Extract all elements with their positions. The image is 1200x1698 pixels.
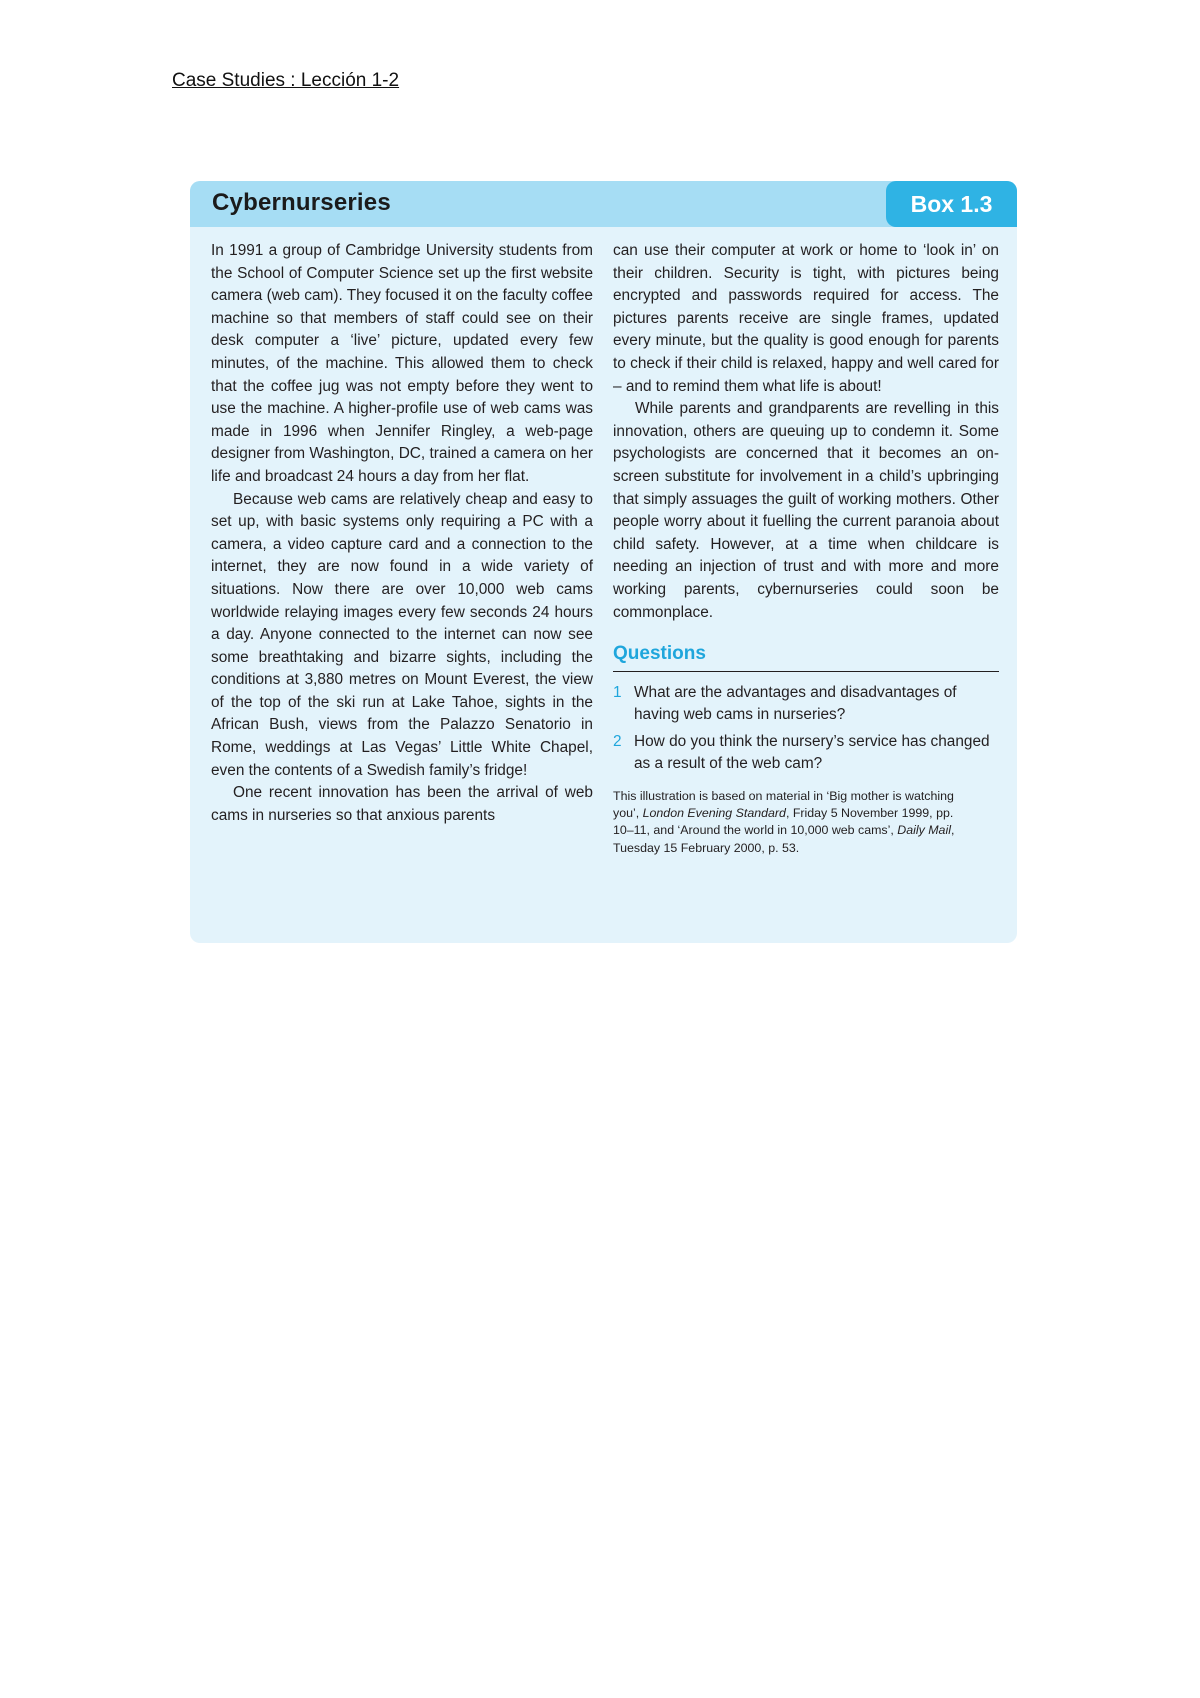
paragraph: One recent innovation has been the arrival of web cams in nurseries so that anxious parents: [211, 784, 593, 824]
source-publication: Daily Mail: [897, 823, 951, 838]
source-note-text: , Friday 5 November 1999, pp. 10–11, and ‘Around the world in 10,000 web cams’,: [613, 806, 954, 838]
page-header: Case Studies : Lección 1-2: [172, 70, 400, 91]
question-text: How do you think the nursery’s service has changed as a result of the web cam?: [634, 732, 990, 773]
source-note-text: , Tuesday 15 February 2000, p. 53.: [613, 823, 955, 855]
paragraph: Because web cams are relatively cheap and easy to set up, with basic systems only requiring a PC with a camera, a video capture card and a connection to the internet, they are now found in a wide variety of situations. Now there are over 10,000 web cams worldwide relaying images every few seconds 24 hours a day. Anyone connected to the internet can now see some breathtaking and bizarre sights, including the conditions at 3,880 metres on Mount Everest, the view of the top of the ski run at Lake Tahoe, sights in the African Bush, views from the Palazzo Senatorio in Rome, weddings at Las Vegas’ Little White Chapel, even the contents of a Swedish family’s fridge!: [211, 490, 593, 779]
box-title: Cybernurseries: [212, 189, 391, 216]
question-item: [613, 682, 999, 727]
question-number: 1: [613, 683, 622, 701]
box-number-label: Box 1.3: [886, 181, 1017, 227]
case-study-box: [190, 181, 1017, 943]
question-number: 2: [613, 732, 622, 750]
source-note-text: This illustration is based on material in ‘Big mother is watching you’,: [613, 789, 954, 821]
source-publication: London Evening Standard: [642, 806, 786, 821]
question-text: What are the advantages and disadvantages of having web cams in nurseries?: [634, 683, 957, 724]
question-item: [613, 731, 999, 776]
left-column: [211, 240, 593, 827]
paragraph: While parents and grandparents are revelling in this innovation, others are queuing up to condemn it. Some psychologists are concerned that it becomes an on-screen substitute for involvement in a child’s upbringing that simply assuages the guilt of working mothers. Other people worry about it fuelling the current paranoia about child safety. However, at a time when childcare is needing an injection of trust and with more and more working parents, cybernurseries could soon be commonplace.: [613, 400, 999, 621]
paragraph: can use their computer at work or home to ‘look in’ on their children. Security is tight, with pictures being encrypted and passwords required for access. The pictures parents receive are single frames, updated every minute, but the quality is good enough for parents to check if their child is relaxed, happy and well cared for – and to remind them what life is about!: [613, 242, 999, 395]
questions-heading: Questions: [613, 643, 999, 672]
box-title-bar: [190, 181, 1017, 227]
source-note: [613, 788, 999, 857]
right-column: [613, 240, 999, 857]
paragraph: In 1991 a group of Cambridge University students from the School of Computer Science set up the first website camera (web cam). They focused it on the faculty coffee machine so that members of staff could see on their desk computer a ‘live’ picture, updated every few minutes, of the machine. This allowed them to check that the coffee jug was not empty before they went to use the machine. A higher-profile use of web cams was made in 1996 when Jennifer Ringley, a web-page designer from Washington, DC, trained a camera on her life and broadcast 24 hours a day from her flat.: [211, 242, 593, 485]
